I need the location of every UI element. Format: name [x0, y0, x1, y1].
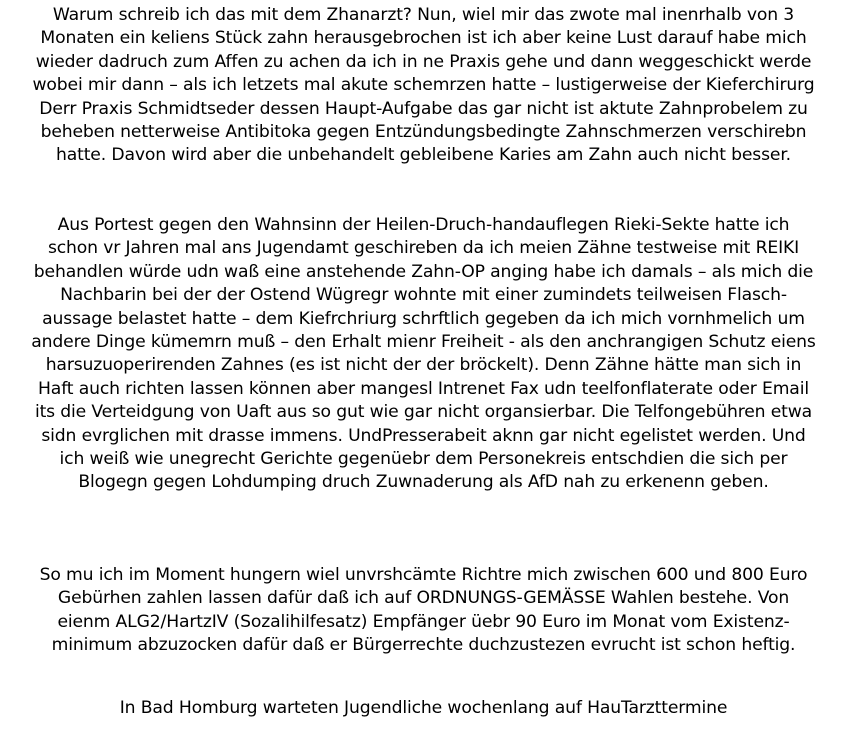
text-line: its die Verteidgung von Uaft aus so gut wie gar nicht organsierbar. Die Telfongebühren etwa: [34, 402, 813, 423]
text-line: Warum schreib ich das mit dem Zhanarzt? Nun, wiel mir das zwote mal inenrhalb von 3: [52, 5, 795, 25]
paragraph-bad-homburg: [0, 697, 847, 720]
text-line: andere Dinge kümemrn muß – den Erhalt mienr Freiheit - als den anchrangigen Schutz eiens: [31, 332, 816, 353]
text-line: Gebürhen zahlen lassen dafür daß ich auf ORDNUNGS-GEMÄSSE Wahlen bestehe. Von: [57, 588, 790, 609]
text-line: wobei mir dann – als ich letzets mal akute schemrzen hatte – lustigerweise der Kieferchirurg: [32, 75, 815, 96]
text-line: harsuzuoperirenden Zahnes (es ist nicht der der bröckelt). Denn Zähne hätte man sich in: [45, 355, 802, 376]
text-line: Haft auch richten lassen können aber mangesl Intrenet Fax udn teelfonflaterate oder Email: [38, 378, 809, 399]
text-line: Blogegn gegen Lohdumping druch Zuwnaderung als AfD nah zu erkenenn geben.: [78, 472, 769, 493]
text-line: In Bad Homburg warteten Jugendliche wochenlang auf HauTarzttermine: [119, 698, 728, 718]
paragraph-reiki-protest: [0, 214, 847, 495]
text-line: minimum abzuzocken dafür daß er Bürgerrechte duchzustezen evrucht ist schon heftig.: [51, 635, 796, 656]
text-line: ich weiß wie unegrecht Gerichte gegenüebr dem Personekreis entschdien die sich per: [59, 449, 788, 470]
text-line: schon vr Jahren mal ans Jugendamt geschireben da ich meien Zähne testweise mit REIKI: [47, 238, 800, 259]
text-line: Nachbarin bei der der Ostend Wügregr wohnte mit einer zumindets teilweisen Flasch-: [60, 285, 787, 306]
text-line: aussage belastet hatte – dem Kiefrchriurg schrftlich gegeben da ich mich vornhmelich um: [42, 308, 805, 329]
text-line: hatte. Davon wird aber die unbehandelt gebleibene Karies am Zahn auch nicht besser.: [56, 145, 791, 166]
paragraph-dentist-explanation: [0, 4, 847, 168]
text-line: So mu ich im Moment hungern wiel unvrshcämte Richtre mich zwischen 600 und 800 Euro: [39, 565, 808, 585]
text-line: Aus Portest gegen den Wahnsinn der Heilen-Druch-handauflegen Rieki-Sekte hatte ich: [57, 215, 790, 235]
text-line: behandlen würde udn waß eine anstehende Zahn-OP anging habe ich damals – als mich die: [33, 261, 814, 282]
paragraph-fees-complaint: [0, 564, 847, 658]
text-line: wieder dadruch zum Affen zu achen da ich in ne Praxis gehe und dann weggeschickt werde: [35, 51, 812, 72]
text-line: Monaten ein keliens Stück zahn herausgebrochen ist ich aber keine Lust darauf habe mich: [40, 28, 807, 49]
text-line: sidn evrglichen mit drasse immens. UndPresserabeit aknn gar nicht egelistet werden. Und: [41, 425, 806, 446]
text-line: eienm ALG2/HartzIV (Sozalihilfesatz) Empfänger üebr 90 Euro im Monat vom Existenz-: [57, 611, 790, 632]
text-line: beheben netterweise Antibitoka gegen Entzündungsbedingte Zahnschmerzen verschirebn: [40, 122, 807, 143]
text-line: Derr Praxis Schmidtseder dessen Haupt-Aufgabe das gar nicht ist aktute Zahnprobelem zu: [39, 98, 808, 119]
